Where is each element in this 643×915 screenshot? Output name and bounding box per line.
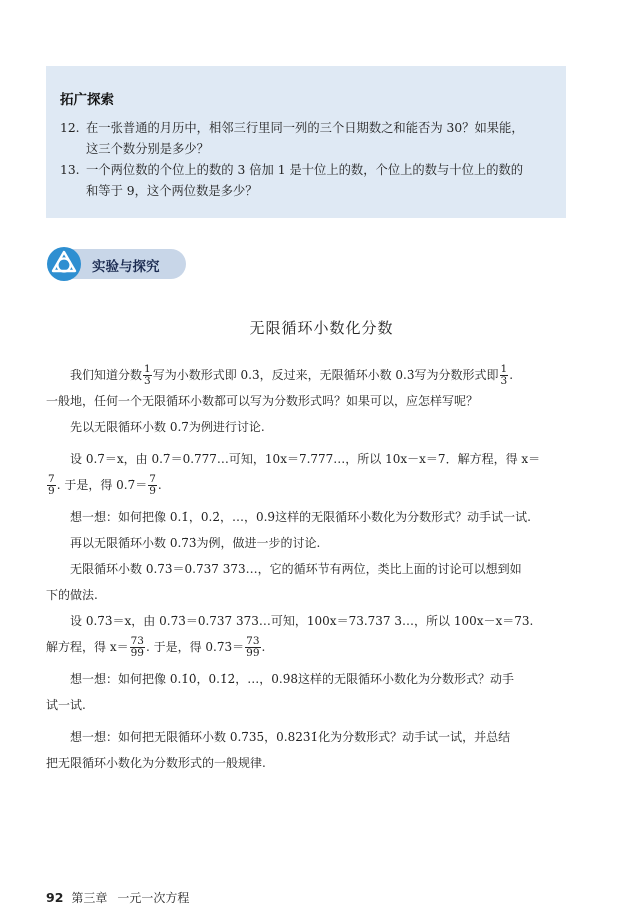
exercise-text-line1: 在一张普通的月历中，相邻三行里同一列的三个日期数之和能否为 30？如果能， [86,121,524,135]
exercise-12 [60,118,550,160]
paragraph: 解方程，得 x＝ $\frac{73}{99}$ . 于是，得 0.7̇3̇＝ $\frac{73}{99}$ . [46,635,266,659]
fraction: $\frac{7}{9}$ [48,473,55,497]
extension-title: 拓广探索 [60,92,114,108]
paragraph: 把无限循环小数化为分数形式的一般规律. [46,756,266,770]
fraction: $\frac{73}{99}$ [246,635,260,659]
exercise-13 [60,160,550,202]
paragraph: 试一试. [46,698,86,712]
article-body [46,362,570,776]
paragraph: 无限循环小数 0.7̇3̇＝0.737 373…，它的循环节有两位，类比上面的讨论可以想到如 [70,562,522,576]
fraction: $\frac{73}{99}$ [130,635,144,659]
exercise-number: 12. [60,121,80,135]
exercise-text-line2: 这三个数分别是多少？ [86,142,209,156]
page-number: 92 [46,890,64,905]
paragraph: 想一想：如何把像 0.1̇0̇，0.1̇2̇，…，0.9̇8̇这样的无限循环小数化为分数形式？动手 [70,672,514,686]
exercise-text-line1: 一个两位数的个位上的数的 3 倍加 1 是十位上的数，个位上的数与十位上的数的 [86,163,524,177]
paragraph: 再以无限循环小数 0.7̇3̇为例，做进一步的讨论. [70,536,321,550]
article-title: 无限循环小数化分数 [249,319,394,337]
extension-box [46,66,566,218]
page-footer [46,889,189,906]
triangle-circle-icon [46,246,82,282]
paragraph: 先以无限循环小数 0.7̇为例进行讨论. [70,420,265,434]
fraction: $\frac{1}{3}$ [500,363,508,387]
paragraph: 我们知道分数 $\frac{1}{3}$ 写为小数形式即 0.3̇，反过来，无限循环小数 0.3̇写为分数形式即 $\frac{1}{3}$ . [70,363,514,387]
paragraph: 想一想：如何把无限循环小数 0.7̇35̇，0.823̇1̇化为分数形式？动手试一试，并总结 [70,730,511,744]
paragraph: 一般地，任何一个无限循环小数都可以写为分数形式吗？如果可以，应怎样写呢？ [46,394,479,408]
fraction: $\frac{1}{3}$ [144,363,151,387]
chapter-title: 一元一次方程 [117,891,190,905]
section-header [46,246,186,282]
fraction: $\frac{7}{9}$ [149,473,156,497]
chapter-number: 第三章 [71,891,108,905]
paragraph: 想一想：如何把像 0.1̇，0.2̇，…，0.9̇这样的无限循环小数化为分数形式？动手试一试. [70,510,531,524]
section-label: 实验与探究 [92,259,160,275]
paragraph: 设 0.7̇＝x，由 0.7̇＝0.777…可知，10x＝7.777…，所以 10x－x＝7．解方程，得 x＝ [70,452,541,466]
paragraph: $\frac{7}{9}$ . 于是，得 0.7̇＝ $\frac{7}{9}$ . [48,473,162,497]
paragraph: 设 0.7̇3̇＝x，由 0.7̇3̇＝0.737 373…可知，100x＝73.737 3…，所以 100x－x＝73. [70,614,534,628]
exercise-number: 13. [60,163,80,177]
paragraph: 下的做法. [46,588,98,602]
exercise-text-line2: 和等于 9，这个两位数是多少？ [86,184,258,198]
